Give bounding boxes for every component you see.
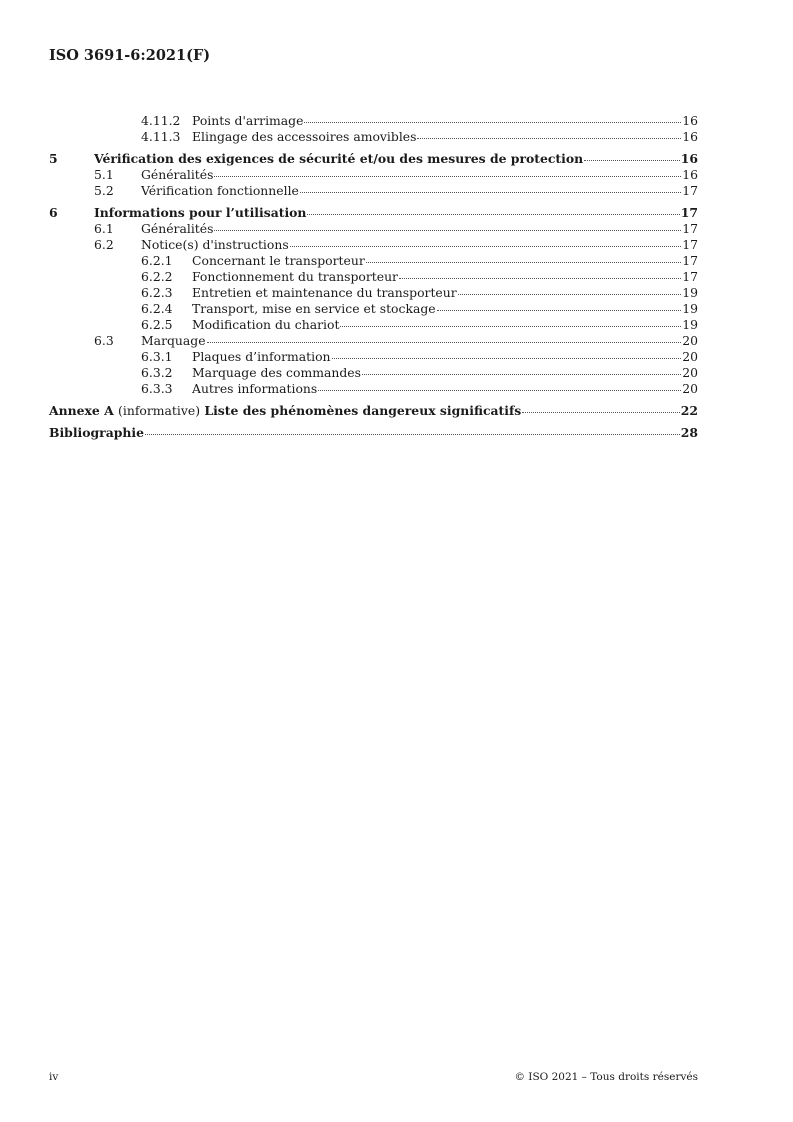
toc-leader (207, 341, 682, 343)
toc-title: Points d'arrimage (192, 113, 304, 128)
toc-leader (522, 411, 679, 413)
toc-number: 6.3.2 (141, 365, 173, 380)
toc-page: 20 (682, 365, 698, 380)
toc-page: 20 (682, 349, 698, 364)
toc-number: 6.2.2 (141, 269, 173, 284)
toc-number: 6.3.1 (141, 349, 173, 364)
annex-title: Liste des phénomènes dangereux significatifs (204, 403, 522, 418)
toc-page: 19 (682, 285, 698, 300)
toc-leader (290, 245, 682, 247)
toc-page: 17 (682, 221, 698, 236)
toc-title: Vérification des exigences de sécurité et/ou des mesures de protection (94, 151, 584, 166)
toc-number: 6 (49, 205, 58, 220)
toc-leader (417, 137, 681, 139)
toc-title: Plaques d’information (192, 349, 331, 364)
page-footer (49, 1071, 698, 1083)
toc-leader (145, 433, 680, 435)
toc-title: Marquage (141, 333, 206, 348)
toc-number: 5.2 (94, 183, 114, 198)
toc-entry-5-2[interactable] (49, 183, 698, 199)
toc-entry-5[interactable] (49, 151, 698, 167)
toc-page: 20 (682, 333, 698, 348)
toc-number: 4.11.2 (141, 113, 181, 128)
toc-title: Généralités (141, 167, 214, 182)
toc-entry-4-11-3[interactable] (49, 129, 698, 145)
toc-leader (437, 309, 682, 311)
toc-page: 28 (680, 425, 698, 440)
toc-number: 4.11.3 (141, 129, 181, 144)
toc-title: Bibliographie (49, 425, 145, 440)
toc-page: 19 (682, 301, 698, 316)
toc-title: Entretien et maintenance du transporteur (192, 285, 457, 300)
toc-entry-6-3[interactable] (49, 333, 698, 349)
toc-page: 19 (682, 317, 698, 332)
toc-entry-4-11-2[interactable] (49, 113, 698, 129)
toc-number: 5 (49, 151, 58, 166)
toc-leader (584, 159, 680, 161)
toc-page: 16 (682, 129, 698, 144)
toc-title: Concernant le transporteur (192, 253, 365, 268)
toc-leader (332, 357, 682, 359)
toc-entry-6-3-1[interactable] (49, 349, 698, 365)
toc-page: 16 (682, 113, 698, 128)
toc-title: Autres informations (192, 381, 318, 396)
toc-leader (214, 229, 681, 231)
toc-page: 22 (680, 403, 698, 418)
toc-number: 6.3 (94, 333, 114, 348)
toc-entry-6-1[interactable] (49, 221, 698, 237)
toc-entry-6-2-2[interactable] (49, 269, 698, 285)
toc-entry-6[interactable] (49, 205, 698, 221)
toc-entry-annex-a[interactable] (49, 403, 698, 419)
toc-number: 5.1 (94, 167, 114, 182)
toc-entry-6-2[interactable] (49, 237, 698, 253)
toc-number: 6.1 (94, 221, 114, 236)
toc-number: 6.2 (94, 237, 114, 252)
toc-title: Informations pour l’utilisation (94, 205, 307, 220)
toc-number: 6.2.1 (141, 253, 173, 268)
toc-page: 17 (682, 183, 698, 198)
toc-title: Elingage des accessoires amovibles (192, 129, 417, 144)
toc-leader (458, 293, 682, 295)
toc-entry-bibliography[interactable] (49, 425, 698, 441)
toc-page: 20 (682, 381, 698, 396)
annex-type: (informative) (118, 403, 201, 418)
toc-leader (340, 325, 681, 327)
toc-leader (399, 277, 681, 279)
toc-entry-6-2-5[interactable] (49, 317, 698, 333)
toc-page: 17 (682, 237, 698, 252)
toc-page: 17 (682, 269, 698, 284)
toc-title: Modification du chariot (192, 317, 340, 332)
toc-title: Vérification fonctionnelle (141, 183, 299, 198)
document-header: ISO 3691-6:2021(F) (49, 47, 211, 64)
toc-title: Notice(s) d'instructions (141, 237, 289, 252)
toc-page: 16 (680, 151, 698, 166)
toc-title: Marquage des commandes (192, 365, 361, 380)
page-number: iv (49, 1071, 59, 1083)
toc-leader (307, 213, 679, 215)
toc-page: 17 (682, 253, 698, 268)
toc-number: 6.2.3 (141, 285, 173, 300)
toc-number: 6.3.3 (141, 381, 173, 396)
copyright-notice: © ISO 2021 – Tous droits réservés (514, 1071, 698, 1083)
toc-entry-6-3-2[interactable] (49, 365, 698, 381)
toc-title: Transport, mise en service et stockage (192, 301, 436, 316)
toc-entry-6-2-3[interactable] (49, 285, 698, 301)
toc-leader (300, 191, 681, 193)
toc-leader (366, 261, 681, 263)
toc-leader (318, 389, 681, 391)
annex-label: Annexe A (49, 403, 114, 418)
toc-leader (304, 121, 681, 123)
toc-entry-6-3-3[interactable] (49, 381, 698, 397)
toc-title (49, 403, 521, 419)
table-of-contents (49, 113, 698, 441)
toc-entry-6-2-1[interactable] (49, 253, 698, 269)
toc-number: 6.2.4 (141, 301, 173, 316)
toc-leader (214, 175, 681, 177)
toc-number: 6.2.5 (141, 317, 173, 332)
toc-page: 16 (682, 167, 698, 182)
toc-entry-6-2-4[interactable] (49, 301, 698, 317)
toc-page: 17 (680, 205, 698, 220)
toc-leader (362, 373, 681, 375)
toc-title: Fonctionnement du transporteur (192, 269, 398, 284)
toc-title: Généralités (141, 221, 214, 236)
toc-entry-5-1[interactable] (49, 167, 698, 183)
